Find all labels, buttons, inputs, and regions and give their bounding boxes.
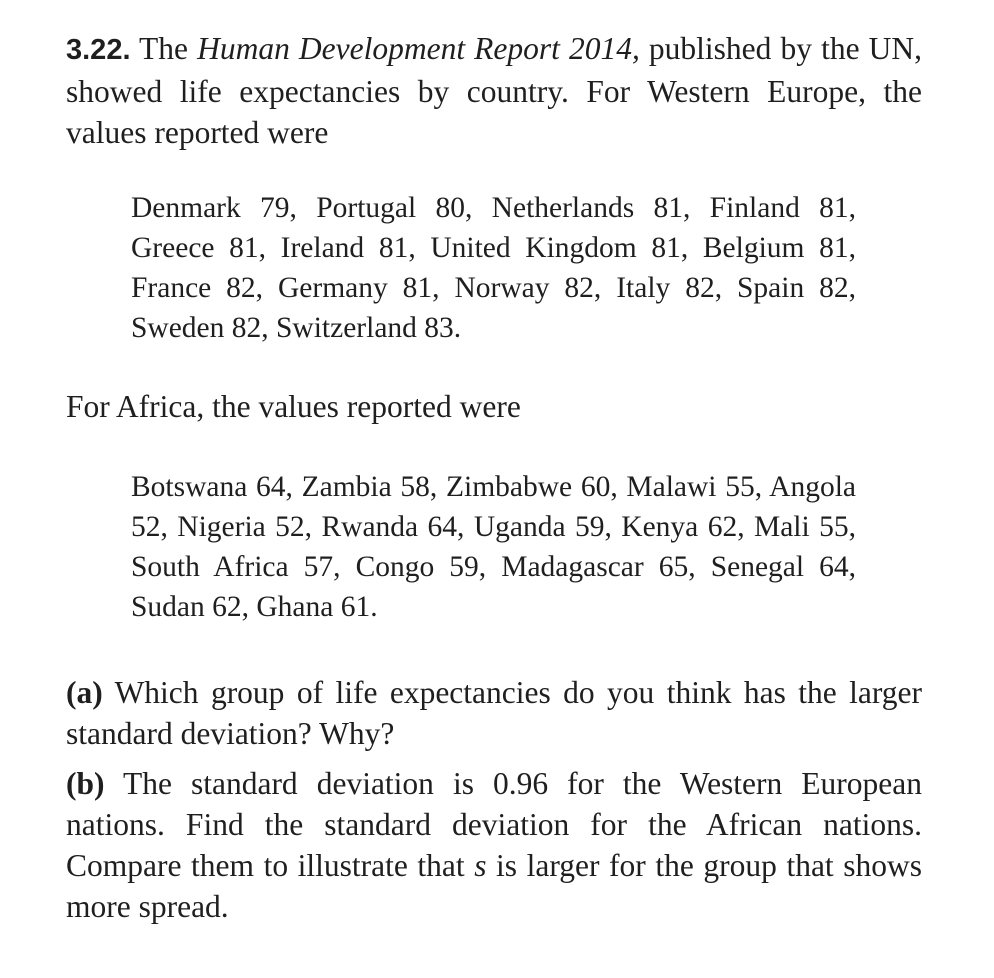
- part-a-text: Which group of life expectancies do you think has the larger standard deviation? Why?: [66, 675, 923, 751]
- part-b-text-before: The standard deviation is 0.96 for the Western European nations. Find the standard deviation for the African nations. Compare them to illustrate that: [66, 766, 923, 883]
- part-a-label: (a): [66, 675, 103, 710]
- western-europe-values: Denmark 79, Portugal 80, Netherlands 81, Finland 81, Greece 81, Ireland 81, United Kingdom 81, Belgium 81, France 82, Germany 81, Norway 82, Italy 82, Spain 82, Sweden 82, Switzerland 83.: [131, 192, 856, 344]
- problem-statement: [66, 28, 922, 153]
- africa-values: Botswana 64, Zambia 58, Zimbabwe 60, Malawi 55, Angola 52, Nigeria 52, Rwanda 64, Uganda 59, Kenya 62, Mali 55, South Africa 57, Congo 59, Madagascar 65, Senegal 64, Sudan 62, Ghana 61.: [131, 471, 856, 623]
- intro-after: published by the UN, showed life expectancies by country. For Western Europe, the values reported were: [66, 31, 922, 150]
- intro-before: The: [139, 31, 188, 66]
- part-a: [66, 672, 922, 754]
- s-symbol: s: [474, 848, 487, 883]
- problem-number: 3.22.: [66, 34, 131, 66]
- part-b: [66, 763, 922, 927]
- part-b-label: (b): [66, 766, 105, 801]
- part-b-text-after: is larger for the group that shows more spread.: [66, 848, 923, 924]
- africa-intro: For Africa, the values reported were: [66, 389, 521, 424]
- report-title: Human Development Report 2014,: [197, 31, 640, 66]
